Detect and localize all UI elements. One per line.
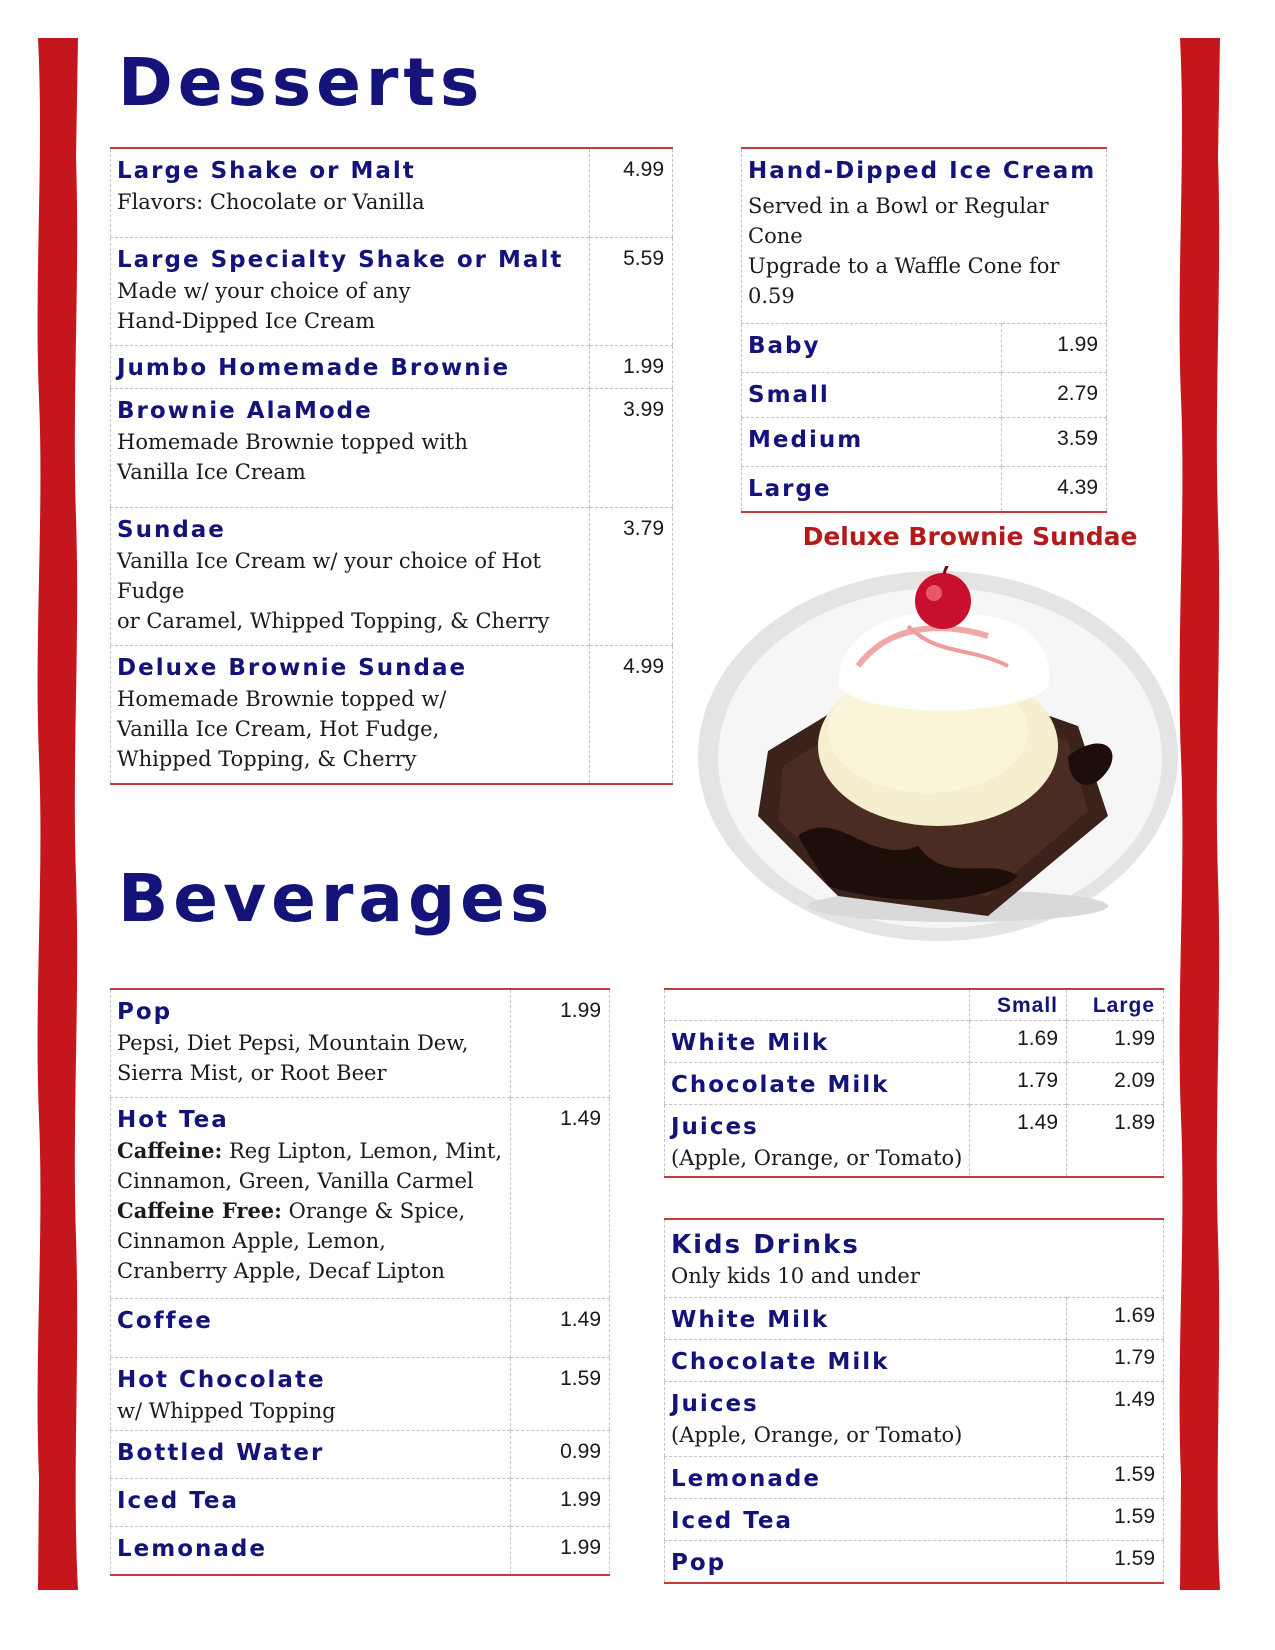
desserts-row bbox=[111, 389, 673, 508]
item-desc: w/ Whipped Topping bbox=[117, 1399, 336, 1423]
small-price: 1.69 bbox=[970, 1021, 1067, 1063]
desserts-row bbox=[111, 238, 673, 346]
item-name: Chocolate Milk bbox=[671, 1349, 890, 1375]
item-desc: Homemade Brownie topped with bbox=[117, 430, 468, 454]
item-name: White Milk bbox=[671, 1030, 830, 1056]
item-desc: (Apple, Orange, or Tomato) bbox=[671, 1423, 963, 1447]
desserts-row bbox=[111, 148, 673, 238]
ice-cream-desc: Served in a Bowl or Regular Cone bbox=[748, 194, 1049, 248]
item-price: 4.99 bbox=[590, 646, 673, 785]
kids-subtitle: Only kids 10 and under bbox=[671, 1264, 920, 1288]
item-name: Bottled Water bbox=[117, 1440, 325, 1466]
beverages-row bbox=[111, 1431, 610, 1479]
item-price: 1.99 bbox=[511, 1527, 610, 1576]
large-price: 1.99 bbox=[1067, 1021, 1164, 1063]
milk-row bbox=[665, 1063, 1164, 1105]
small-header: Small bbox=[970, 989, 1067, 1021]
large-price: 2.09 bbox=[1067, 1063, 1164, 1105]
beverages-row bbox=[111, 1299, 610, 1358]
kids-row bbox=[665, 1541, 1164, 1584]
item-name: Pop bbox=[671, 1550, 727, 1576]
size-price: 3.59 bbox=[1002, 418, 1107, 467]
item-desc: Vanilla Ice Cream w/ your choice of Hot Fudge bbox=[117, 549, 541, 603]
desserts-row bbox=[111, 646, 673, 785]
size-name: Baby bbox=[748, 333, 821, 359]
kids-drinks-table bbox=[664, 1218, 1164, 1584]
item-name: Pop bbox=[117, 999, 173, 1025]
item-name: Juices bbox=[671, 1114, 759, 1140]
ice-cream-desc: Upgrade to a Waffle Cone for 0.59 bbox=[748, 254, 1060, 308]
ice-cream-header-row bbox=[742, 148, 1107, 324]
ice-cream-size-row bbox=[742, 418, 1107, 467]
photo-caption: Deluxe Brownie Sundae bbox=[802, 522, 1138, 551]
small-price: 1.79 bbox=[970, 1063, 1067, 1105]
desserts-row bbox=[111, 508, 673, 646]
item-price: 1.49 bbox=[1067, 1382, 1164, 1457]
item-name: Brownie AlaMode bbox=[117, 398, 373, 424]
kids-row bbox=[665, 1499, 1164, 1541]
beverages-heading: Beverages bbox=[118, 860, 555, 937]
item-name: Lemonade bbox=[671, 1466, 821, 1492]
sundae-photo bbox=[688, 566, 1188, 946]
beverages-row bbox=[111, 1358, 610, 1431]
item-desc: Made w/ your choice of any bbox=[117, 279, 411, 303]
item-price: 1.59 bbox=[1067, 1499, 1164, 1541]
size-price: 4.39 bbox=[1002, 467, 1107, 513]
item-price: 1.99 bbox=[511, 1479, 610, 1527]
hot-tea-line: Caffeine Free: Orange & Spice, bbox=[117, 1198, 466, 1223]
item-price: 1.79 bbox=[1067, 1340, 1164, 1382]
milk-row bbox=[665, 1021, 1164, 1063]
item-name: Large Shake or Malt bbox=[117, 158, 416, 184]
item-desc: or Caramel, Whipped Topping, & Cherry bbox=[117, 609, 550, 633]
item-name: Lemonade bbox=[117, 1536, 267, 1562]
beverages-table bbox=[110, 988, 610, 1576]
item-name: Jumbo Homemade Brownie bbox=[117, 355, 511, 381]
item-name: Juices bbox=[671, 1391, 759, 1417]
item-name: White Milk bbox=[671, 1307, 830, 1333]
item-desc: Vanilla Ice Cream, Hot Fudge, bbox=[117, 717, 440, 741]
item-price: 1.69 bbox=[1067, 1298, 1164, 1340]
item-price: 1.59 bbox=[511, 1358, 610, 1431]
beverages-row bbox=[111, 1098, 610, 1299]
item-price: 3.79 bbox=[590, 508, 673, 646]
ice-cream-table bbox=[741, 147, 1107, 513]
item-desc: Pepsi, Diet Pepsi, Mountain Dew, bbox=[117, 1031, 469, 1055]
item-desc: Homemade Brownie topped w/ bbox=[117, 687, 447, 711]
item-name: Iced Tea bbox=[117, 1488, 240, 1514]
kids-row bbox=[665, 1298, 1164, 1340]
size-name: Medium bbox=[748, 427, 864, 453]
item-name: Sundae bbox=[117, 517, 226, 543]
size-price: 1.99 bbox=[1002, 324, 1107, 373]
item-desc: Sierra Mist, or Root Beer bbox=[117, 1061, 387, 1085]
ice-cream-size-row bbox=[742, 324, 1107, 373]
desserts-table bbox=[110, 147, 673, 785]
item-name: Hot Tea bbox=[117, 1107, 229, 1133]
left-red-border bbox=[34, 38, 82, 1590]
large-price: 1.89 bbox=[1067, 1105, 1164, 1178]
large-header: Large bbox=[1067, 989, 1164, 1021]
item-price: 1.49 bbox=[511, 1299, 610, 1358]
desserts-row bbox=[111, 346, 673, 389]
item-desc: (Apple, Orange, or Tomato) bbox=[671, 1146, 963, 1170]
ice-cream-size-row bbox=[742, 467, 1107, 513]
kids-row bbox=[665, 1457, 1164, 1499]
milk-row bbox=[665, 1105, 1164, 1178]
hot-tea-line: Cranberry Apple, Decaf Lipton bbox=[117, 1259, 445, 1283]
kids-row bbox=[665, 1340, 1164, 1382]
kids-header-row bbox=[665, 1219, 1164, 1298]
beverages-row bbox=[111, 989, 610, 1098]
ice-cream-title: Hand-Dipped Ice Cream bbox=[748, 158, 1097, 184]
size-name: Small bbox=[748, 382, 830, 408]
hot-tea-line: Caffeine: Reg Lipton, Lemon, Mint, bbox=[117, 1138, 503, 1163]
item-price: 3.99 bbox=[590, 389, 673, 508]
kids-row bbox=[665, 1382, 1164, 1457]
item-price: 0.99 bbox=[511, 1431, 610, 1479]
item-name: Chocolate Milk bbox=[671, 1072, 890, 1098]
milk-header-row bbox=[665, 989, 1164, 1021]
item-price: 5.59 bbox=[590, 238, 673, 346]
item-name: Hot Chocolate bbox=[117, 1367, 326, 1393]
item-name: Deluxe Brownie Sundae bbox=[117, 655, 468, 681]
small-price: 1.49 bbox=[970, 1105, 1067, 1178]
size-name: Large bbox=[748, 476, 832, 502]
kids-title: Kids Drinks bbox=[671, 1230, 860, 1260]
size-price: 2.79 bbox=[1002, 373, 1107, 418]
milk-table bbox=[664, 988, 1164, 1178]
item-price: 1.99 bbox=[590, 346, 673, 389]
item-price: 4.99 bbox=[590, 148, 673, 238]
hot-tea-line: Cinnamon Apple, Lemon, bbox=[117, 1229, 386, 1253]
item-price: 1.59 bbox=[1067, 1541, 1164, 1584]
desserts-heading: Desserts bbox=[118, 44, 485, 121]
item-desc: Hand-Dipped Ice Cream bbox=[117, 309, 376, 333]
beverages-row bbox=[111, 1527, 610, 1576]
item-name: Coffee bbox=[117, 1308, 213, 1334]
item-desc: Vanilla Ice Cream bbox=[117, 460, 306, 484]
hot-tea-line: Cinnamon, Green, Vanilla Carmel bbox=[117, 1169, 474, 1193]
item-desc: Whipped Topping, & Cherry bbox=[117, 747, 417, 771]
beverages-row bbox=[111, 1479, 610, 1527]
item-price: 1.99 bbox=[511, 989, 610, 1098]
item-desc: Flavors: Chocolate or Vanilla bbox=[117, 190, 425, 214]
item-price: 1.59 bbox=[1067, 1457, 1164, 1499]
item-name: Large Specialty Shake or Malt bbox=[117, 247, 564, 273]
ice-cream-size-row bbox=[742, 373, 1107, 418]
item-price: 1.49 bbox=[511, 1098, 610, 1299]
item-name: Iced Tea bbox=[671, 1508, 794, 1534]
